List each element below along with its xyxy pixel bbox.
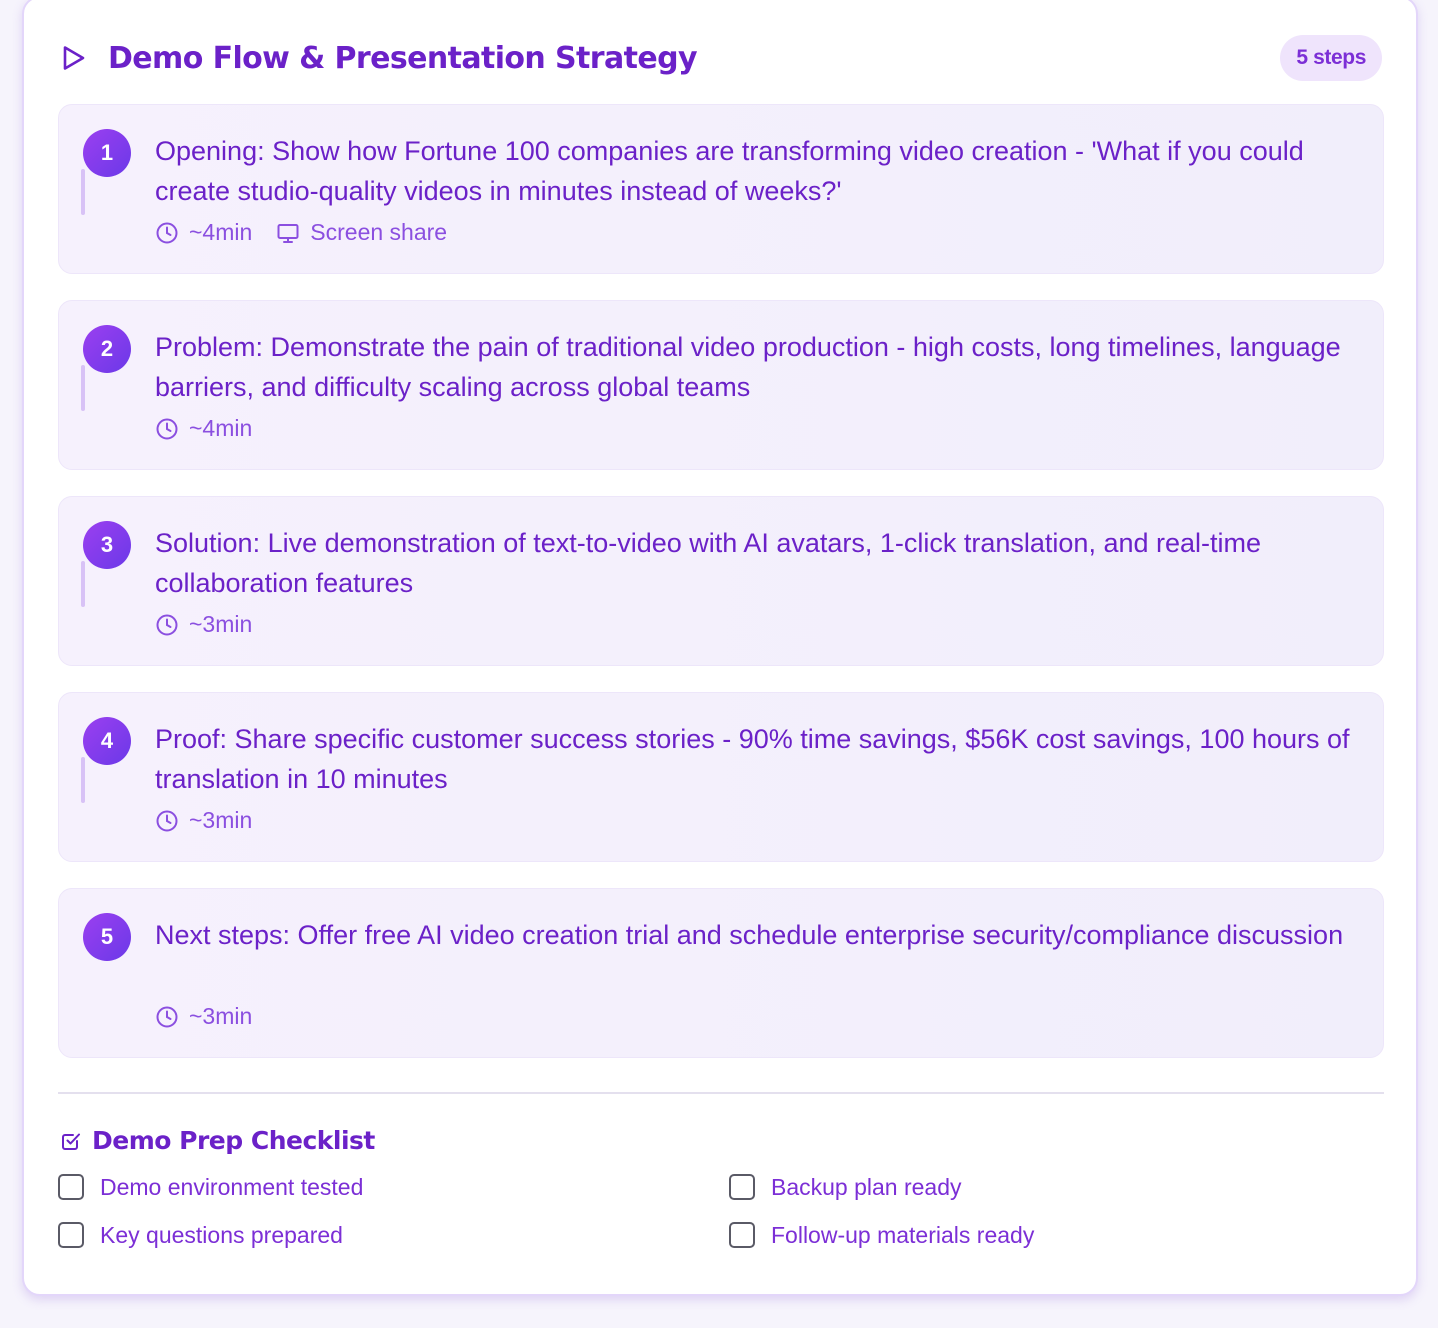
clock-icon (155, 613, 179, 637)
clock-icon (155, 417, 179, 441)
duration-label: ~4min (189, 415, 253, 441)
checkbox[interactable] (729, 1222, 755, 1248)
step-item-4 (58, 692, 1384, 862)
step-meta (155, 219, 471, 246)
checkbox[interactable] (58, 1222, 84, 1248)
step-number: 1 (83, 129, 131, 177)
step-number: 2 (83, 325, 131, 373)
step-connector (81, 757, 85, 803)
step-item-3 (58, 496, 1384, 666)
step-text: Opening: Show how Fortune 100 companies are transforming video creation - 'What if you could create studio-quality videos in minutes instead of weeks?' (155, 136, 1304, 206)
step-number: 5 (83, 913, 131, 961)
monitor-icon (276, 221, 300, 245)
checklist-item-demo-environment[interactable] (58, 1174, 729, 1200)
duration (155, 1003, 252, 1030)
step-connector (81, 365, 85, 411)
duration (155, 807, 252, 834)
medium (276, 219, 447, 246)
steps-count-badge: 5 steps (1280, 35, 1382, 81)
step-meta (155, 1003, 276, 1030)
demo-flow-card (22, 0, 1418, 1296)
checklist-item-follow-up[interactable] (729, 1222, 1398, 1248)
checkbox[interactable] (58, 1174, 84, 1200)
medium-label: Screen share (310, 219, 448, 245)
duration (155, 219, 252, 246)
step-text: Solution: Live demonstration of text-to-video with AI avatars, 1-click translation, and real-time collaboration features (155, 528, 1262, 598)
step-meta (155, 415, 276, 442)
step-number: 3 (83, 521, 131, 569)
checkbox[interactable] (729, 1174, 755, 1200)
checklist-label: Key questions prepared (100, 1221, 343, 1248)
page-title: Demo Flow & Presentation Strategy (108, 40, 697, 76)
prep-checklist (58, 1174, 1398, 1248)
duration-label: ~4min (189, 219, 253, 245)
clock-icon (155, 221, 179, 245)
checklist-heading (60, 1126, 375, 1155)
step-text: Next steps: Offer free AI video creation trial and schedule enterprise security/compliance discussion (155, 920, 1344, 950)
step-connector (81, 561, 85, 607)
step-item-2 (58, 300, 1384, 470)
checklist-label: Demo environment tested (100, 1173, 364, 1200)
step-number: 4 (83, 717, 131, 765)
duration-label: ~3min (189, 1003, 253, 1029)
play-icon (62, 45, 88, 71)
checklist-label: Follow-up materials ready (771, 1221, 1035, 1248)
clock-icon (155, 809, 179, 833)
section-divider (58, 1092, 1384, 1094)
step-meta (155, 807, 276, 834)
checklist-item-backup-plan[interactable] (729, 1174, 1398, 1200)
checklist-label: Backup plan ready (771, 1173, 962, 1200)
clock-icon (155, 1005, 179, 1029)
checkbox-checked-icon (60, 1130, 82, 1152)
step-item-5 (58, 888, 1384, 1058)
steps-list (58, 104, 1384, 1084)
checklist-title: Demo Prep Checklist (92, 1126, 375, 1155)
step-meta (155, 611, 276, 638)
step-text: Proof: Share specific customer success stories - 90% time savings, $56K cost savings, 100 hours of translation in 10 minutes (155, 724, 1350, 794)
card-header (60, 34, 1382, 82)
duration-label: ~3min (189, 611, 253, 637)
checklist-item-key-questions[interactable] (58, 1222, 729, 1248)
step-item-1 (58, 104, 1384, 274)
step-text: Problem: Demonstrate the pain of traditional video production - high costs, long timelines, language barriers, and difficulty scaling across global teams (155, 332, 1341, 402)
duration-label: ~3min (189, 807, 253, 833)
duration (155, 415, 252, 442)
duration (155, 611, 252, 638)
step-connector (81, 169, 85, 215)
